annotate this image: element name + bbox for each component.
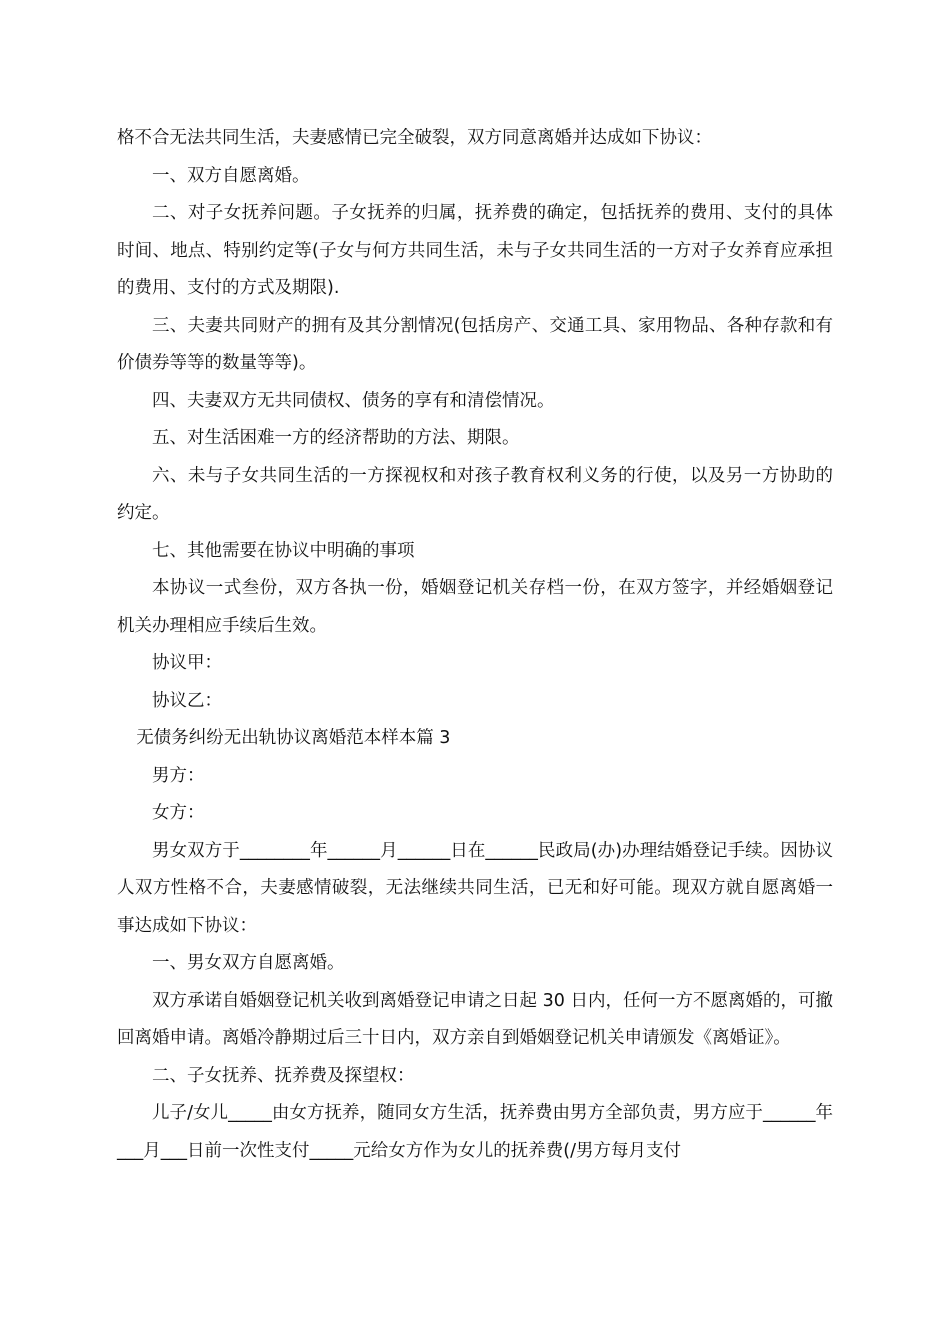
paragraph-15: 男女双方于________年______月______日在______民政局(办)办理结婚登记手续。因协议人双方性格不合，夫妻感情破裂，无法继续共同生活，已无和好可能。现双方就自愿离婚一事达成如下协议： (117, 840, 833, 936)
paragraph-17: 双方承诺自婚姻登记机关收到离婚登记申请之日起 30 日内，任何一方不愿离婚的，可撤回离婚申请。离婚冷静期过后三十日内，双方亲自到婚姻登记机关申请颁发《离婚证》。 (117, 990, 833, 1048)
paragraph-6: 五、对生活困难一方的经济帮助的方法、期限。 (152, 428, 520, 448)
paragraph-8: 七、其他需要在协议中明确的事项 (152, 540, 415, 561)
paragraph-3: 二、对子女抚养问题。子女抚养的归属，抚养费的确定，包括抚养的费用、支付的具体时间、地点、特别约定等(子女与何方共同生活，未与子女共同生活的一方对子女养育应承担的费用、支付的方式及期限). (117, 203, 833, 298)
party-b-label: 协议乙： (152, 690, 222, 711)
paragraph-16: 一、男女双方自愿离婚。 (152, 953, 345, 973)
paragraph-19: 儿子/女儿_____由女方抚养，随同女方生活，抚养费由男方全部负责，男方应于______年___月___日前一次性支付_____元给女方作为女儿的抚养费(/男方每月支付 (117, 1103, 833, 1161)
party-a-label: 协议甲： (152, 653, 222, 673)
male-party-label: 男方： (152, 765, 205, 786)
paragraph-7: 六、未与子女共同生活的一方探视权和对孩子教育权利义务的行使，以及另一方协助的约定。 (117, 465, 833, 523)
paragraph-4: 三、夫妻共同财产的拥有及其分割情况(包括房产、交通工具、家用物品、各种存款和有价债券等等的数量等等)。 (117, 315, 833, 373)
female-party-label: 女方： (152, 803, 205, 823)
section-heading: 无债务纠纷无出轨协议离婚范本样本篇 3 (136, 728, 451, 748)
document-body (117, 120, 833, 1170)
paragraph-9: 本协议一式叁份，双方各执一份，婚姻登记机关存档一份，在双方签字，并经婚姻登记机关办理相应手续后生效。 (117, 578, 833, 636)
paragraph-1: 格不合无法共同生活，夫妻感情已完全破裂，双方同意离婚并达成如下协议： (117, 128, 712, 148)
paragraph-18: 二、子女抚养、抚养费及探望权： (152, 1065, 415, 1086)
paragraph-2: 一、双方自愿离婚。 (152, 165, 310, 186)
paragraph-5: 四、夫妻双方无共同债权、债务的享有和清偿情况。 (152, 390, 555, 411)
